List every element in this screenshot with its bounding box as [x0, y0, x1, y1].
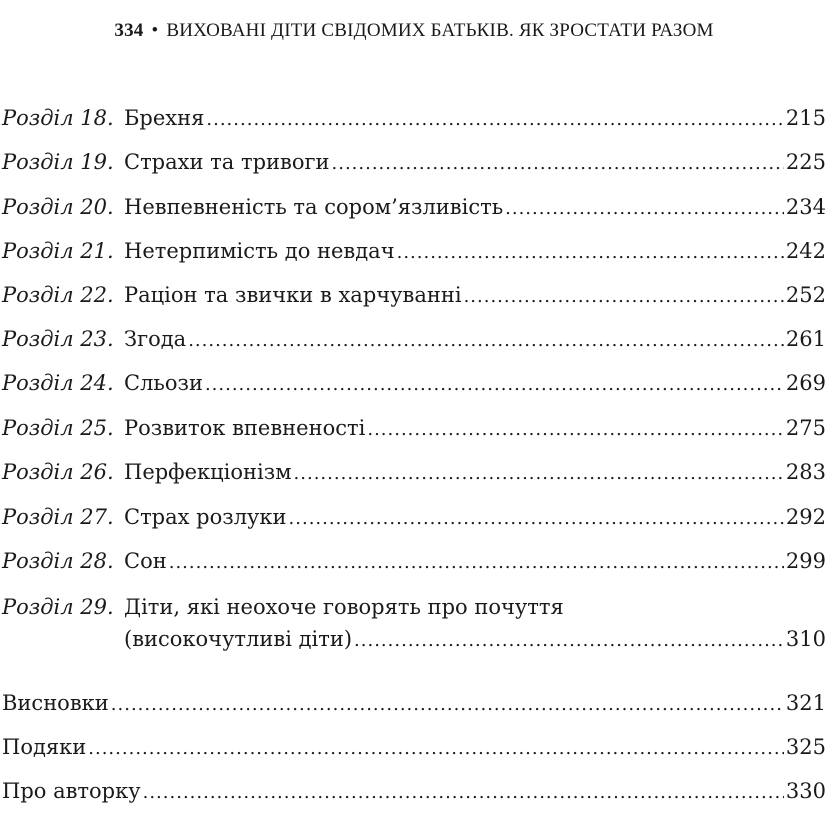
toc-entry — [2, 369, 826, 399]
section-title: Подяки — [2, 735, 87, 759]
section-title: Про авторку — [2, 779, 141, 803]
header-separator: • — [151, 20, 159, 41]
leader-dots — [464, 283, 784, 311]
page-number: 310 — [785, 627, 826, 651]
chapter-title: Сльози — [124, 371, 203, 395]
toc-entry — [2, 458, 826, 488]
toc-entry — [2, 414, 826, 444]
leader-dots — [289, 505, 784, 533]
header-page-number: 334 — [114, 20, 144, 41]
page-number: 275 — [785, 416, 826, 440]
chapter-label: Розділ 18. — [2, 106, 114, 130]
page-number: 215 — [785, 106, 826, 130]
chapter-label: Розділ 28. — [2, 549, 114, 573]
toc-entry — [2, 193, 826, 223]
leader-dots — [88, 735, 784, 763]
toc-entry — [2, 281, 826, 311]
chapter-label: Розділ 26. — [2, 460, 114, 484]
page-number: 269 — [785, 371, 826, 395]
section-title: Висновки — [2, 691, 109, 715]
leader-dots — [111, 691, 784, 719]
chapter-label: Розділ 25. — [2, 416, 114, 440]
page-number: 225 — [785, 150, 826, 174]
page-number: 234 — [785, 195, 826, 219]
header-book-title: ВИХОВАНІ ДІТИ СВІДОМИХ БАТЬКІВ. ЯК ЗРОСТАТИ РАЗОМ — [166, 20, 714, 41]
page-number: 292 — [785, 505, 826, 529]
page-number: 283 — [785, 460, 826, 484]
leader-dots — [354, 627, 784, 655]
chapter-title: Розвиток впевненості — [124, 416, 366, 440]
chapter-title: Невпевненість та сором’язливість — [124, 195, 504, 219]
page-number: 242 — [785, 239, 826, 263]
toc-entry — [2, 547, 826, 577]
chapter-label: Розділ 22. — [2, 283, 114, 307]
chapter-label: Розділ 24. — [2, 371, 114, 395]
toc-entry — [2, 104, 826, 134]
chapter-label: Розділ 27. — [2, 505, 114, 529]
page-number: 321 — [785, 691, 826, 715]
running-header — [0, 20, 828, 42]
chapter-title: Діти, які неохоче говорять про почуття — [124, 595, 564, 619]
page-number: 261 — [785, 327, 826, 351]
toc-entry — [2, 503, 826, 533]
toc-entry — [2, 777, 826, 807]
leader-dots — [143, 779, 784, 807]
page-number: 325 — [785, 735, 826, 759]
leader-dots — [206, 106, 784, 134]
chapter-title: Нетерпимість до невдач — [124, 239, 395, 263]
leader-dots — [188, 327, 784, 355]
chapter-title: Раціон та звички в харчуванні — [124, 283, 462, 307]
chapter-title: Перфекціонізм — [124, 460, 292, 484]
page-number: 299 — [785, 549, 826, 573]
page-number: 252 — [785, 283, 826, 307]
toc-entry — [2, 237, 826, 267]
chapter-label: Розділ 19. — [2, 150, 114, 174]
chapter-title: Згода — [124, 327, 187, 351]
page-number: 330 — [785, 779, 826, 803]
toc-entry — [2, 325, 826, 355]
chapter-title: Сон — [124, 549, 167, 573]
chapter-label: Розділ 23. — [2, 327, 114, 351]
chapter-title: Страхи та тривоги — [124, 150, 330, 174]
toc-entry — [2, 593, 826, 655]
leader-dots — [505, 195, 784, 223]
leader-dots — [332, 150, 784, 178]
leader-dots — [205, 371, 784, 399]
chapter-title: Страх розлуки — [124, 505, 287, 529]
toc-entry — [2, 733, 826, 763]
chapter-title: Брехня — [124, 106, 205, 130]
leader-dots — [294, 460, 784, 488]
chapter-label: Розділ 29. — [2, 595, 114, 619]
leader-dots — [169, 549, 784, 577]
chapter-label: Розділ 20. — [2, 195, 114, 219]
chapter-title-continued: (високочутливі діти) — [124, 627, 353, 651]
leader-dots — [397, 239, 784, 267]
chapter-label: Розділ 21. — [2, 239, 114, 263]
toc-entry — [2, 148, 826, 178]
leader-dots — [367, 416, 784, 444]
toc-entry — [2, 689, 826, 719]
